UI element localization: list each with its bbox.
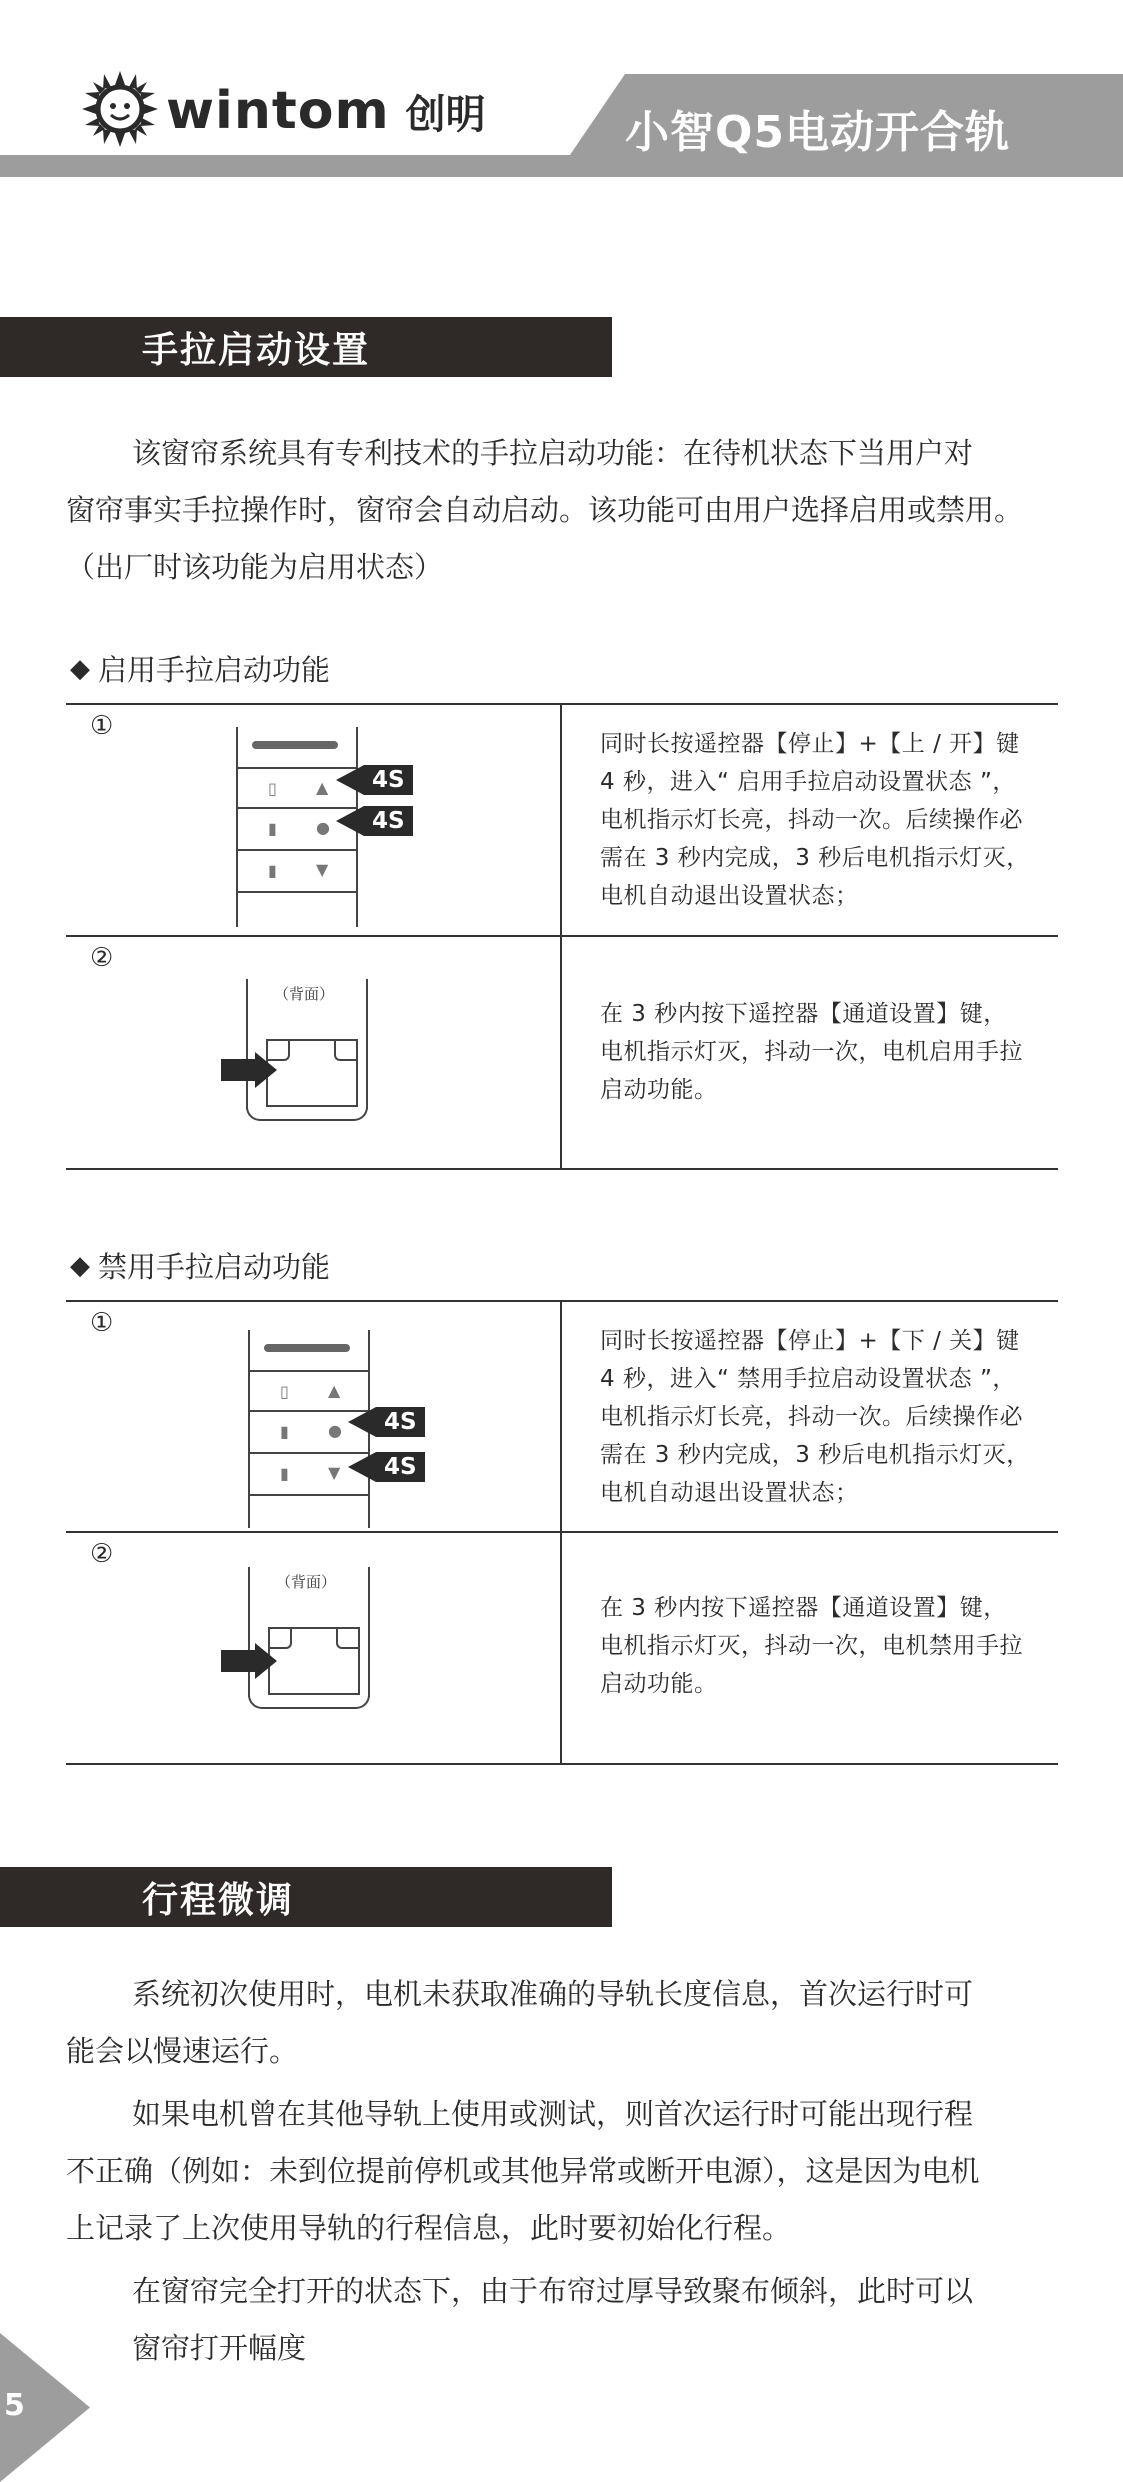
enable-steps-table [66, 703, 1058, 1170]
section-title-text: 手拉启动设置 [142, 329, 371, 371]
hold-4s-badge: 4S [336, 765, 413, 795]
step-description: 在 3 秒内按下遥控器【通道设置】键，电机指示灯灭，抖动一次，电机禁用手拉启动功能。 [600, 1595, 1023, 1697]
step-number: ① [90, 1308, 114, 1338]
brand-name-en: wintom [166, 81, 390, 141]
step-description: 同时长按遥控器【停止】+【上 / 开】键 4 秒，进入“ 启用手拉启动设置状态 ”，电机指示灯长亮，抖动一次。后续操作必需在 3 秒内完成，3 秒后电机指示灯灭，电机自动退出设置状态； [600, 731, 1030, 909]
stop-dot-icon: ● [316, 818, 330, 837]
channel-set-button [266, 1039, 358, 1107]
disable-step-2 [66, 1533, 1058, 1765]
down-arrow-icon: ▼ [316, 860, 329, 879]
step-description: 在 3 秒内按下遥控器【通道设置】键，电机指示灯灭，抖动一次，电机启用手拉启动功能。 [600, 1001, 1023, 1103]
enable-step-2 [66, 937, 1058, 1170]
paragraph-line: 能会以慢速运行。 [66, 2034, 299, 2068]
down-arrow-icon: ▼ [328, 1463, 341, 1482]
paragraph-line: 不正确（例如：未到位提前停机或其他异常或断开电源），这是因为电机 [66, 2154, 980, 2188]
paragraph-line: 在窗帘完全打开的状态下，由于布帘过厚导致聚布倾斜，此时可以 [132, 2274, 974, 2308]
section-title-manual-start [0, 317, 612, 377]
disable-step-1 [66, 1302, 1058, 1533]
step-number: ① [90, 711, 114, 741]
section-title-text: 行程微调 [142, 1879, 295, 1921]
step-description: 同时长按遥控器【停止】+【下 / 关】键 4 秒，进入“ 禁用手拉启动设置状态 ”，电机指示灯长亮，抖动一次。后续操作必需在 3 秒内完成，3 秒后电机指示灯灭，电机自动退出设置状态； [600, 1328, 1030, 1506]
channel-set-button [268, 1627, 360, 1695]
back-side-label: （背面） [274, 985, 335, 1003]
step-number: ② [90, 1539, 114, 1569]
paragraph-line: 窗帘打开幅度 [132, 2331, 307, 2365]
press-arrow-icon [221, 1643, 277, 1679]
paragraph-line: 上记录了上次使用导轨的行程信息，此时要初始化行程。 [66, 2211, 792, 2245]
remote-back-illustration [248, 1567, 368, 1717]
enable-heading [70, 648, 330, 689]
remote-front-illustration: ▯ ▲ ▮ ● ▮ ▼ [248, 1330, 368, 1530]
up-arrow-icon: ▲ [316, 778, 329, 797]
enable-heading-text: 启用手拉启动功能 [98, 653, 331, 687]
travel-paragraphs [66, 1966, 1056, 2377]
hold-4s-badge: 4S [348, 1407, 425, 1437]
disable-heading [70, 1245, 330, 1286]
intro-line-2: 窗帘事实手拉操作时，窗帘会自动启动。该功能可由用户选择启用或禁用。 [66, 493, 1024, 527]
sun-gear-icon [80, 69, 160, 153]
section-title-travel-adjust [0, 1867, 612, 1927]
diamond-bullet-icon: ◆ [70, 1250, 90, 1281]
disable-heading-text: 禁用手拉启动功能 [98, 1250, 331, 1284]
intro-paragraph [66, 425, 1056, 596]
enable-step-1 [66, 705, 1058, 937]
step-number: ② [90, 943, 114, 973]
press-arrow-icon [221, 1052, 277, 1088]
stop-dot-icon: ● [328, 1421, 342, 1440]
intro-line-3: （出厂时该功能为启用状态） [66, 550, 444, 584]
disable-steps-table [66, 1300, 1058, 1765]
intro-line-1: 该窗帘系统具有专利技术的手拉启动功能：在待机状态下当用户对 [132, 436, 974, 470]
remote-front-illustration: ▯ ▲ ▮ ● ▮ ▼ [236, 727, 356, 929]
diamond-bullet-icon: ◆ [70, 653, 90, 684]
hold-4s-badge: 4S [336, 806, 413, 836]
brand-name-cn: 创明 [405, 91, 486, 138]
back-side-label: （背面） [276, 1573, 337, 1591]
product-title: 小智Q5电动开合轨 [625, 107, 1011, 158]
hold-4s-badge: 4S [348, 1452, 425, 1482]
paragraph-line: 如果电机曾在其他导轨上使用或测试，则首次运行时可能出现行程 [132, 2097, 974, 2131]
brand-logo [80, 66, 486, 156]
page-number: 5 [4, 2388, 25, 2423]
up-arrow-icon: ▲ [328, 1381, 341, 1400]
paragraph-line: 系统初次使用时，电机未获取准确的导轨长度信息，首次运行时可 [132, 1977, 974, 2011]
